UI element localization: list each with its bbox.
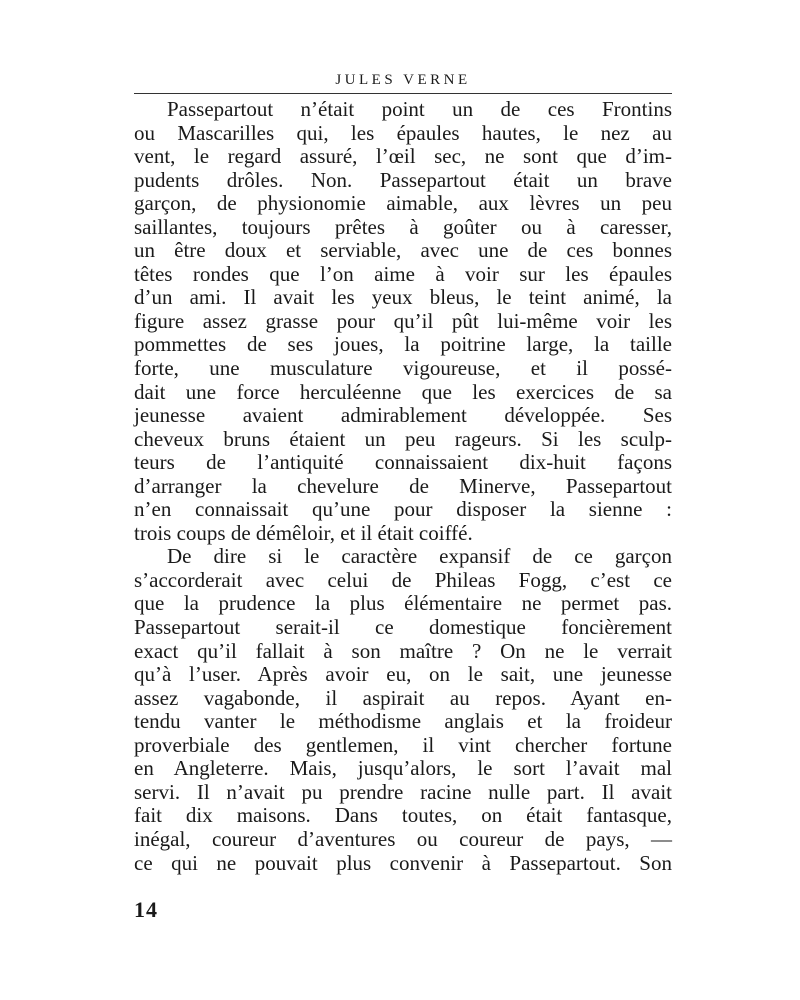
book-page — [134, 70, 672, 875]
text-line: n’en connaissait qu’une pour disposer la sienne : — [134, 497, 672, 522]
text-line: fait dix maisons. Dans toutes, on était fantasque, — [134, 803, 672, 828]
body-text — [134, 98, 672, 875]
text-line: proverbiale des gentlemen, il vint chercher fortune — [134, 732, 672, 757]
text-line: jeunesse avaient admirablement développée. Ses — [134, 403, 672, 428]
text-line: assez vagabonde, il aspirait au repos. Ayant en- — [134, 685, 672, 710]
text-line: garçon, de physionomie aimable, aux lèvres un peu — [134, 191, 672, 216]
text-line: vent, le regard assuré, l’œil sec, ne sont que d’im- — [134, 144, 672, 169]
text-line: cheveux bruns étaient un peu rageurs. Si les sculp- — [134, 426, 672, 451]
text-line: pommettes de ses joues, la poitrine large, la taille — [134, 332, 672, 357]
text-line: inégal, coureur d’aventures ou coureur de pays, — — [134, 826, 672, 851]
text-line: dait une force herculéenne que les exercices de sa — [134, 379, 672, 404]
text-line: têtes rondes que l’on aime à voir sur les épaules — [134, 261, 672, 286]
text-line: ce qui ne pouvait plus convenir à Passepartout. Son — [134, 850, 672, 875]
text-line: saillantes, toujours prêtes à goûter ou à caresser, — [134, 214, 672, 239]
text-line: teurs de l’antiquité connaissaient dix-huit façons — [134, 450, 672, 475]
text-line: d’un ami. Il avait les yeux bleus, le teint animé, la — [134, 285, 672, 310]
text-line: Passepartout n’était point un de ces Frontins — [167, 97, 672, 121]
text-line: en Angleterre. Mais, jusqu’alors, le sort l’avait mal — [134, 756, 672, 781]
text-line: exact qu’il fallait à son maître ? On ne le verrait — [134, 638, 672, 663]
text-line: pudents drôles. Non. Passepartout était un brave — [134, 167, 672, 192]
text-line: que la prudence la plus élémentaire ne permet pas. — [134, 591, 672, 616]
page-number: 14 — [134, 897, 158, 922]
paragraph-1 — [134, 98, 672, 545]
text-line: un être doux et serviable, avec une de ces bonnes — [134, 238, 672, 263]
text-line: s’accorderait avec celui de Phileas Fogg, c’est ce — [134, 567, 672, 592]
text-line: servi. Il n’avait pu prendre racine nulle part. Il avait — [134, 779, 672, 804]
text-line: d’arranger la chevelure de Minerve, Passepartout — [134, 473, 672, 498]
text-line: trois coups de démêloir, et il était coiffé. — [134, 520, 473, 545]
text-line: ou Mascarilles qui, les épaules hautes, le nez au — [134, 120, 672, 145]
running-head: JULES VERNE — [134, 70, 672, 94]
paragraph-2 — [134, 545, 672, 875]
text-line: tendu vanter le méthodisme anglais et la froideur — [134, 709, 672, 734]
text-line: qu’à l’user. Après avoir eu, on le sait, une jeunesse — [134, 662, 672, 687]
text-line: figure assez grasse pour qu’il pût lui-même voir les — [134, 308, 672, 333]
text-line: Passepartout serait-il ce domestique foncièrement — [134, 615, 672, 640]
text-line: De dire si le caractère expansif de ce garçon — [167, 544, 672, 569]
text-line: forte, une musculature vigoureuse, et il possé- — [134, 356, 672, 381]
